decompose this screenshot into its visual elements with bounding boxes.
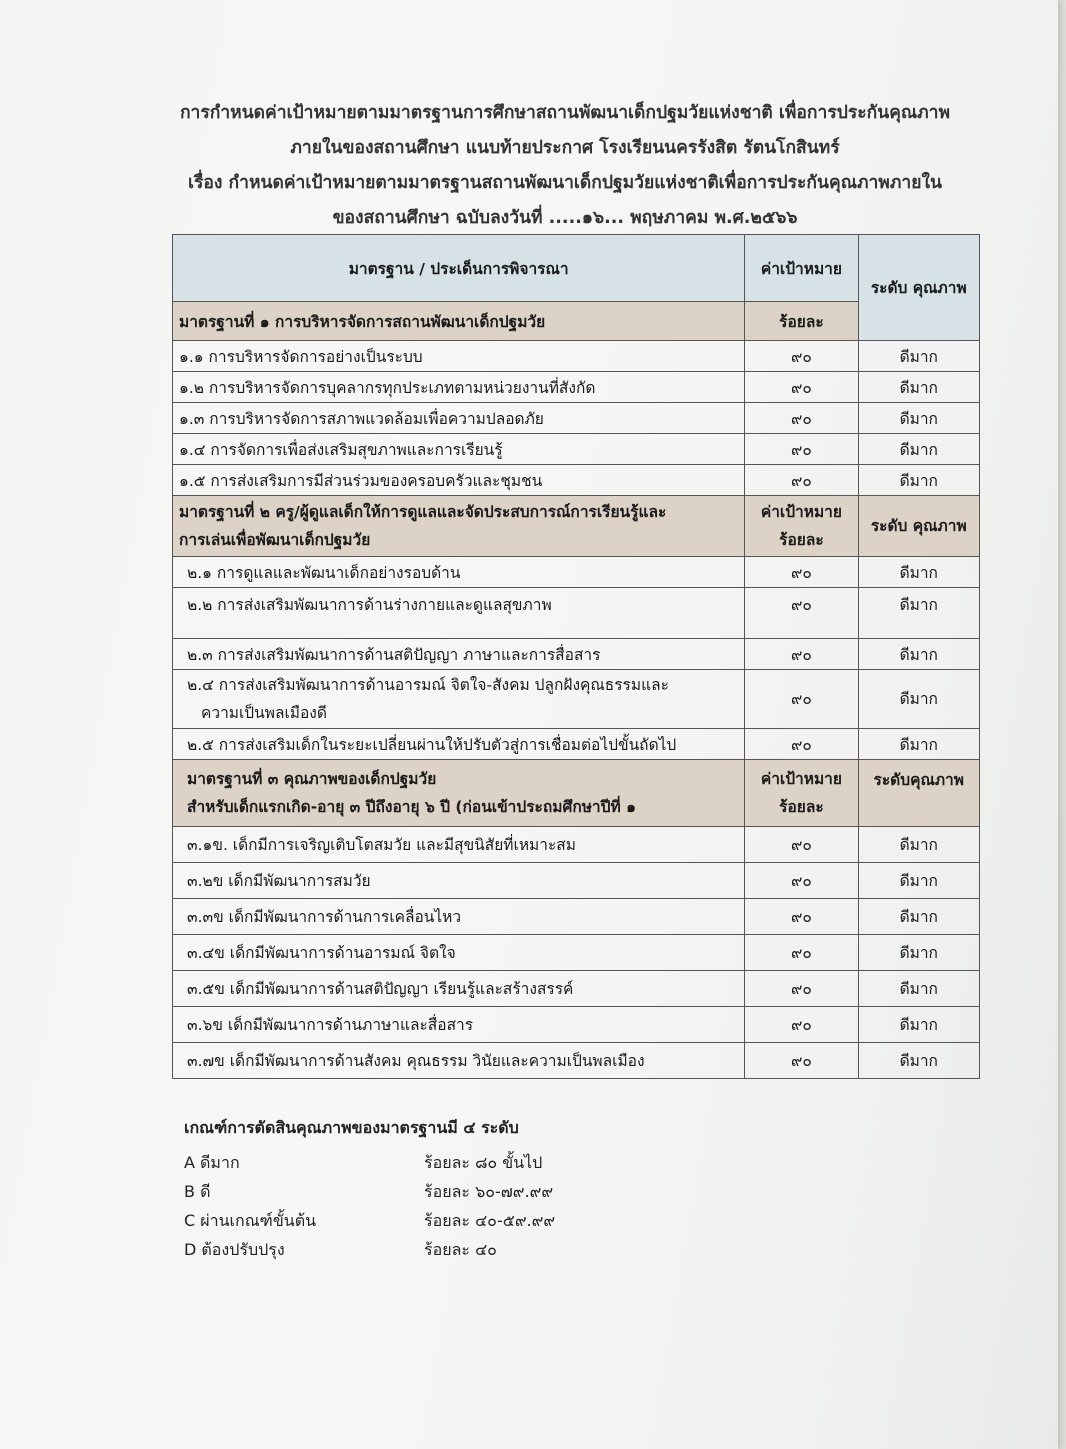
table-row: [173, 639, 980, 670]
item-level: ดีมาก: [858, 1007, 979, 1043]
item-label: ๓.๔ข เด็กมีพัฒนาการด้านอารมณ์ จิตใจ: [173, 935, 745, 971]
criteria-value: ร้อยละ ๔๐-๕๙.๙๙: [424, 1211, 556, 1230]
standard-3-header: [173, 760, 980, 827]
item-label: ๓.๓ข เด็กมีพัฒนาการด้านการเคลื่อนไหว: [173, 899, 745, 935]
item-target: ๙๐: [745, 935, 858, 971]
item-level: ดีมาก: [858, 670, 979, 729]
item-label: ๑.๓ การบริหารจัดการสภาพแวดล้อมเพื่อความปลอดภัย: [173, 403, 745, 434]
table-row: [173, 899, 980, 935]
item-target: ๙๐: [745, 670, 858, 729]
item-label: ๓.๒ข เด็กมีพัฒนาการสมวัย: [173, 863, 745, 899]
standard-1-title: มาตรฐานที่ ๑ การบริหารจัดการสถานพัฒนาเด็กปฐมวัย: [173, 302, 745, 341]
item-label: ๑.๒ การบริหารจัดการบุคลากรทุกประเภทตามหน่วยงานที่สังกัด: [173, 372, 745, 403]
item-level: ดีมาก: [858, 827, 979, 863]
standards-table: [172, 234, 980, 1079]
table-row: [173, 935, 980, 971]
item-label: ๑.๑ การบริหารจัดการอย่างเป็นระบบ: [173, 341, 745, 372]
item-level: ดีมาก: [858, 1043, 979, 1079]
item-level: ดีมาก: [858, 863, 979, 899]
item-target: ๙๐: [745, 465, 858, 496]
standard-1-percent: ร้อยละ: [745, 302, 858, 341]
criteria-label: A ดีมาก: [184, 1153, 240, 1172]
standard-3-title: [173, 760, 745, 827]
table-row: [173, 403, 980, 434]
item-label: ๒.๕ การส่งเสริมเด็กในระยะเปลี่ยนผ่านให้ปรับตัวสู่การเชื่อมต่อไปขั้นถัดไป: [173, 729, 745, 760]
item-level: ดีมาก: [858, 372, 979, 403]
standard-3-target-header: ค่าเป้าหมาย ร้อยละ: [745, 760, 858, 827]
criteria-value: ร้อยละ ๘๐ ขั้นไป: [424, 1153, 543, 1172]
item-label: ๒.๓ การส่งเสริมพัฒนาการด้านสติปัญญา ภาษาและการสื่อสาร: [173, 639, 745, 670]
item-label: ๓.๗ข เด็กมีพัฒนาการด้านสังคม คุณธรรม วินัยและความเป็นพลเมือง: [173, 1043, 745, 1079]
table-row: [173, 434, 980, 465]
item-level: ดีมาก: [858, 639, 979, 670]
table-header-row: [173, 235, 980, 302]
criteria-row: [184, 1177, 684, 1206]
item-level: ดีมาก: [858, 403, 979, 434]
table-row: [173, 557, 980, 588]
item-target: ๙๐: [745, 971, 858, 1007]
header-line-4: ของสถานศึกษา ฉบับลงวันที่ .....๑๖... พฤษภาคม พ.ศ.๒๕๖๖: [332, 208, 798, 228]
item-target: ๙๐: [745, 1007, 858, 1043]
item-label: ๒.๑ การดูแลและพัฒนาเด็กอย่างรอบด้าน: [173, 557, 745, 588]
item-target: ๙๐: [745, 899, 858, 935]
col-header-target: ค่าเป้าหมาย: [745, 235, 858, 302]
table-row: [173, 1043, 980, 1079]
item-target: ๙๐: [745, 372, 858, 403]
item-level: ดีมาก: [858, 935, 979, 971]
item-target: ๙๐: [745, 341, 858, 372]
item-label: ๓.๕ข เด็กมีพัฒนาการด้านสติปัญญา เรียนรู้และสร้างสรรค์: [173, 971, 745, 1007]
item-level: ดีมาก: [858, 729, 979, 760]
table-row: [173, 971, 980, 1007]
table-row: [173, 1007, 980, 1043]
item-label: ๒.๒ การส่งเสริมพัฒนาการด้านร่างกายและดูแลสุขภาพ: [173, 588, 745, 639]
item-label: ๑.๕ การส่งเสริมการมีส่วนร่วมของครอบครัวและชุมชน: [173, 465, 745, 496]
document-header: [150, 96, 980, 236]
table-row: [173, 465, 980, 496]
standard-3-title-line-1: มาตรฐานที่ ๓ คุณภาพของเด็กปฐมวัย: [187, 770, 437, 788]
col-header-level-text: ระดับ คุณภาพ: [870, 278, 967, 297]
item-level: ดีมาก: [858, 971, 979, 1007]
item-level: ดีมาก: [858, 557, 979, 588]
criteria-row: [184, 1148, 684, 1177]
table-row: [173, 341, 980, 372]
item-target: ๙๐: [745, 588, 858, 639]
criteria-title: เกณฑ์การตัดสินคุณภาพของมาตรฐานมี ๔ ระดับ: [184, 1118, 519, 1137]
item-label-line-1: ๒.๔ การส่งเสริมพัฒนาการด้านอารมณ์ จิตใจ-สังคม ปลูกฝังคุณธรรมและ: [187, 676, 669, 694]
item-label: ๓.๖ข เด็กมีพัฒนาการด้านภาษาและสื่อสาร: [173, 1007, 745, 1043]
criteria-label: C ผ่านเกณฑ์ขั้นต้น: [184, 1211, 317, 1230]
criteria-label: D ต้องปรับปรุง: [184, 1240, 285, 1259]
standard-2-title-line-2: การเล่นเพื่อพัฒนาเด็กปฐมวัย: [179, 531, 371, 549]
criteria-row: [184, 1235, 684, 1264]
standard-2-header: [173, 496, 980, 557]
table-row: [173, 827, 980, 863]
quality-criteria: [184, 1114, 684, 1264]
standard-2-target-header: ค่าเป้าหมาย ร้อยละ: [745, 496, 858, 557]
item-target: ๙๐: [745, 729, 858, 760]
criteria-label: B ดี: [184, 1182, 211, 1201]
standard-2-title-line-1: มาตรฐานที่ ๒ ครู/ผู้ดูแลเด็กให้การดูแลและจัดประสบการณ์การเรียนรู้และ: [179, 503, 667, 521]
header-line-3: เรื่อง กำหนดค่าเป้าหมายตามมาตรฐานสถานพัฒนาเด็กปฐมวัยแห่งชาติเพื่อการประกันคุณภาพภายใน: [188, 173, 942, 193]
item-target: ๙๐: [745, 434, 858, 465]
item-level: ดีมาก: [858, 588, 979, 639]
col-header-standard: มาตรฐาน / ประเด็นการพิจารณา: [173, 235, 745, 302]
col-header-level: [858, 235, 979, 341]
item-target: ๙๐: [745, 557, 858, 588]
item-target: ๙๐: [745, 403, 858, 434]
table-row: [173, 588, 980, 639]
item-label: ๓.๑ข. เด็กมีการเจริญเติบโตสมวัย และมีสุขนิสัยที่เหมาะสม: [173, 827, 745, 863]
table-row: [173, 372, 980, 403]
criteria-row: [184, 1206, 684, 1235]
item-target: ๙๐: [745, 827, 858, 863]
item-label-line-2: ความเป็นพลเมืองดี: [201, 704, 327, 722]
standard-2-title: [173, 496, 745, 557]
item-level: ดีมาก: [858, 899, 979, 935]
standard-2-level-header: ระดับ คุณภาพ: [858, 496, 979, 557]
table-row: [173, 670, 980, 729]
header-line-1: การกำหนดค่าเป้าหมายตามมาตรฐานการศึกษาสถานพัฒนาเด็กปฐมวัยแห่งชาติ เพื่อการประกันคุณภาพ: [179, 103, 951, 123]
item-label: ๑.๔ การจัดการเพื่อส่งเสริมสุขภาพและการเรียนรู้: [173, 434, 745, 465]
item-level: ดีมาก: [858, 434, 979, 465]
item-level: ดีมาก: [858, 341, 979, 372]
criteria-value: ร้อยละ ๔๐: [424, 1240, 497, 1259]
item-label: [173, 670, 745, 729]
table-row: [173, 729, 980, 760]
criteria-value: ร้อยละ ๖๐-๗๙.๙๙: [424, 1182, 554, 1201]
header-line-2: ภายในของสถานศึกษา แนบท้ายประกาศ โรงเรียนนครรังสิต รัตนโกสินทร์: [290, 138, 840, 158]
item-target: ๙๐: [745, 1043, 858, 1079]
standard-3-title-line-2: สำหรับเด็กแรกเกิด-อายุ ๓ ปีถึงอายุ ๖ ปี (ก่อนเข้าประถมศึกษาปีที่ ๑: [187, 798, 636, 816]
item-level: ดีมาก: [858, 465, 979, 496]
standard-3-level-header: ระดับคุณภาพ: [858, 760, 979, 827]
item-target: ๙๐: [745, 863, 858, 899]
table-row: [173, 863, 980, 899]
item-target: ๙๐: [745, 639, 858, 670]
